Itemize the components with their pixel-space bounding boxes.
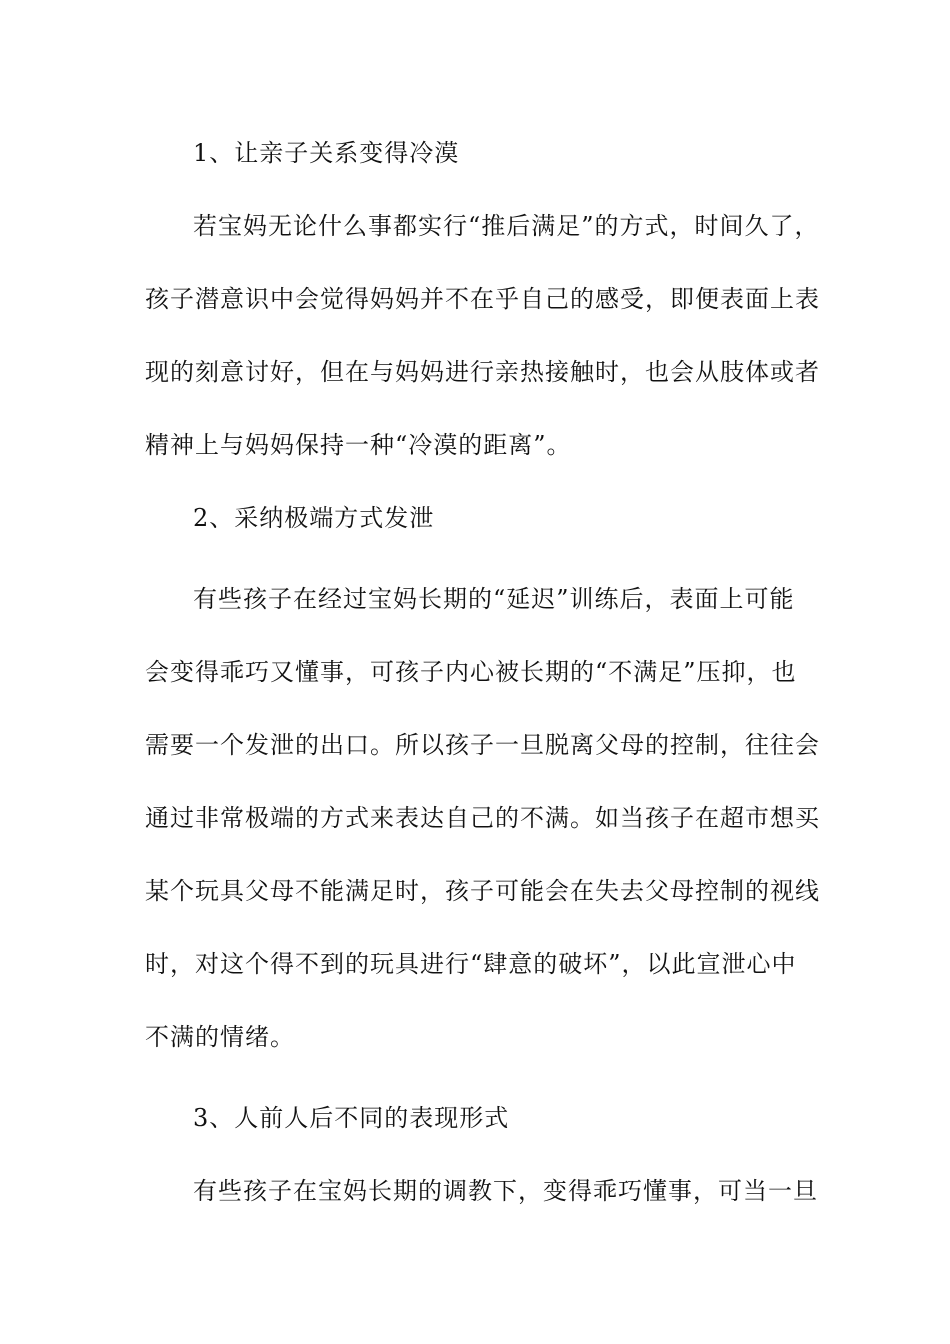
paragraph-line: 孩子潜意识中会觉得妈妈并不在乎自己的感受，即便表面上表: [145, 285, 820, 313]
paragraph-line: 精神上与妈妈保持一种“冷漠的距离”。: [145, 431, 572, 459]
paragraph-line: 有些孩子在宝妈长期的调教下，变得乖巧懂事，可当一旦: [193, 1177, 818, 1205]
heading-1: 1、让亲子关系变得冷漠: [193, 139, 460, 167]
heading-2: 2、采纳极端方式发泄: [193, 504, 435, 532]
paragraph-line: 不满的情绪。: [145, 1023, 295, 1051]
paragraph-line: 时，对这个得不到的玩具进行“肆意的破坏”，以此宣泄心中: [145, 950, 797, 978]
paragraph-line: 会变得乖巧又懂事，可孩子内心被长期的“不满足”压抑，也: [145, 658, 797, 686]
heading-3: 3、人前人后不同的表现形式: [193, 1104, 510, 1132]
paragraph-line: 现的刻意讨好，但在与妈妈进行亲热接触时，也会从肢体或者: [145, 358, 820, 386]
paragraph-line: 通过非常极端的方式来表达自己的不满。如当孩子在超市想买: [145, 804, 820, 832]
paragraph-line: 需要一个发泄的出口。所以孩子一旦脱离父母的控制，往往会: [145, 731, 820, 759]
paragraph-line: 某个玩具父母不能满足时，孩子可能会在失去父母控制的视线: [145, 877, 820, 905]
paragraph-line: 有些孩子在经过宝妈长期的“延迟”训练后，表面上可能: [193, 585, 795, 613]
paragraph-line: 若宝妈无论什么事都实行“推后满足”的方式，时间久了，: [193, 212, 820, 240]
